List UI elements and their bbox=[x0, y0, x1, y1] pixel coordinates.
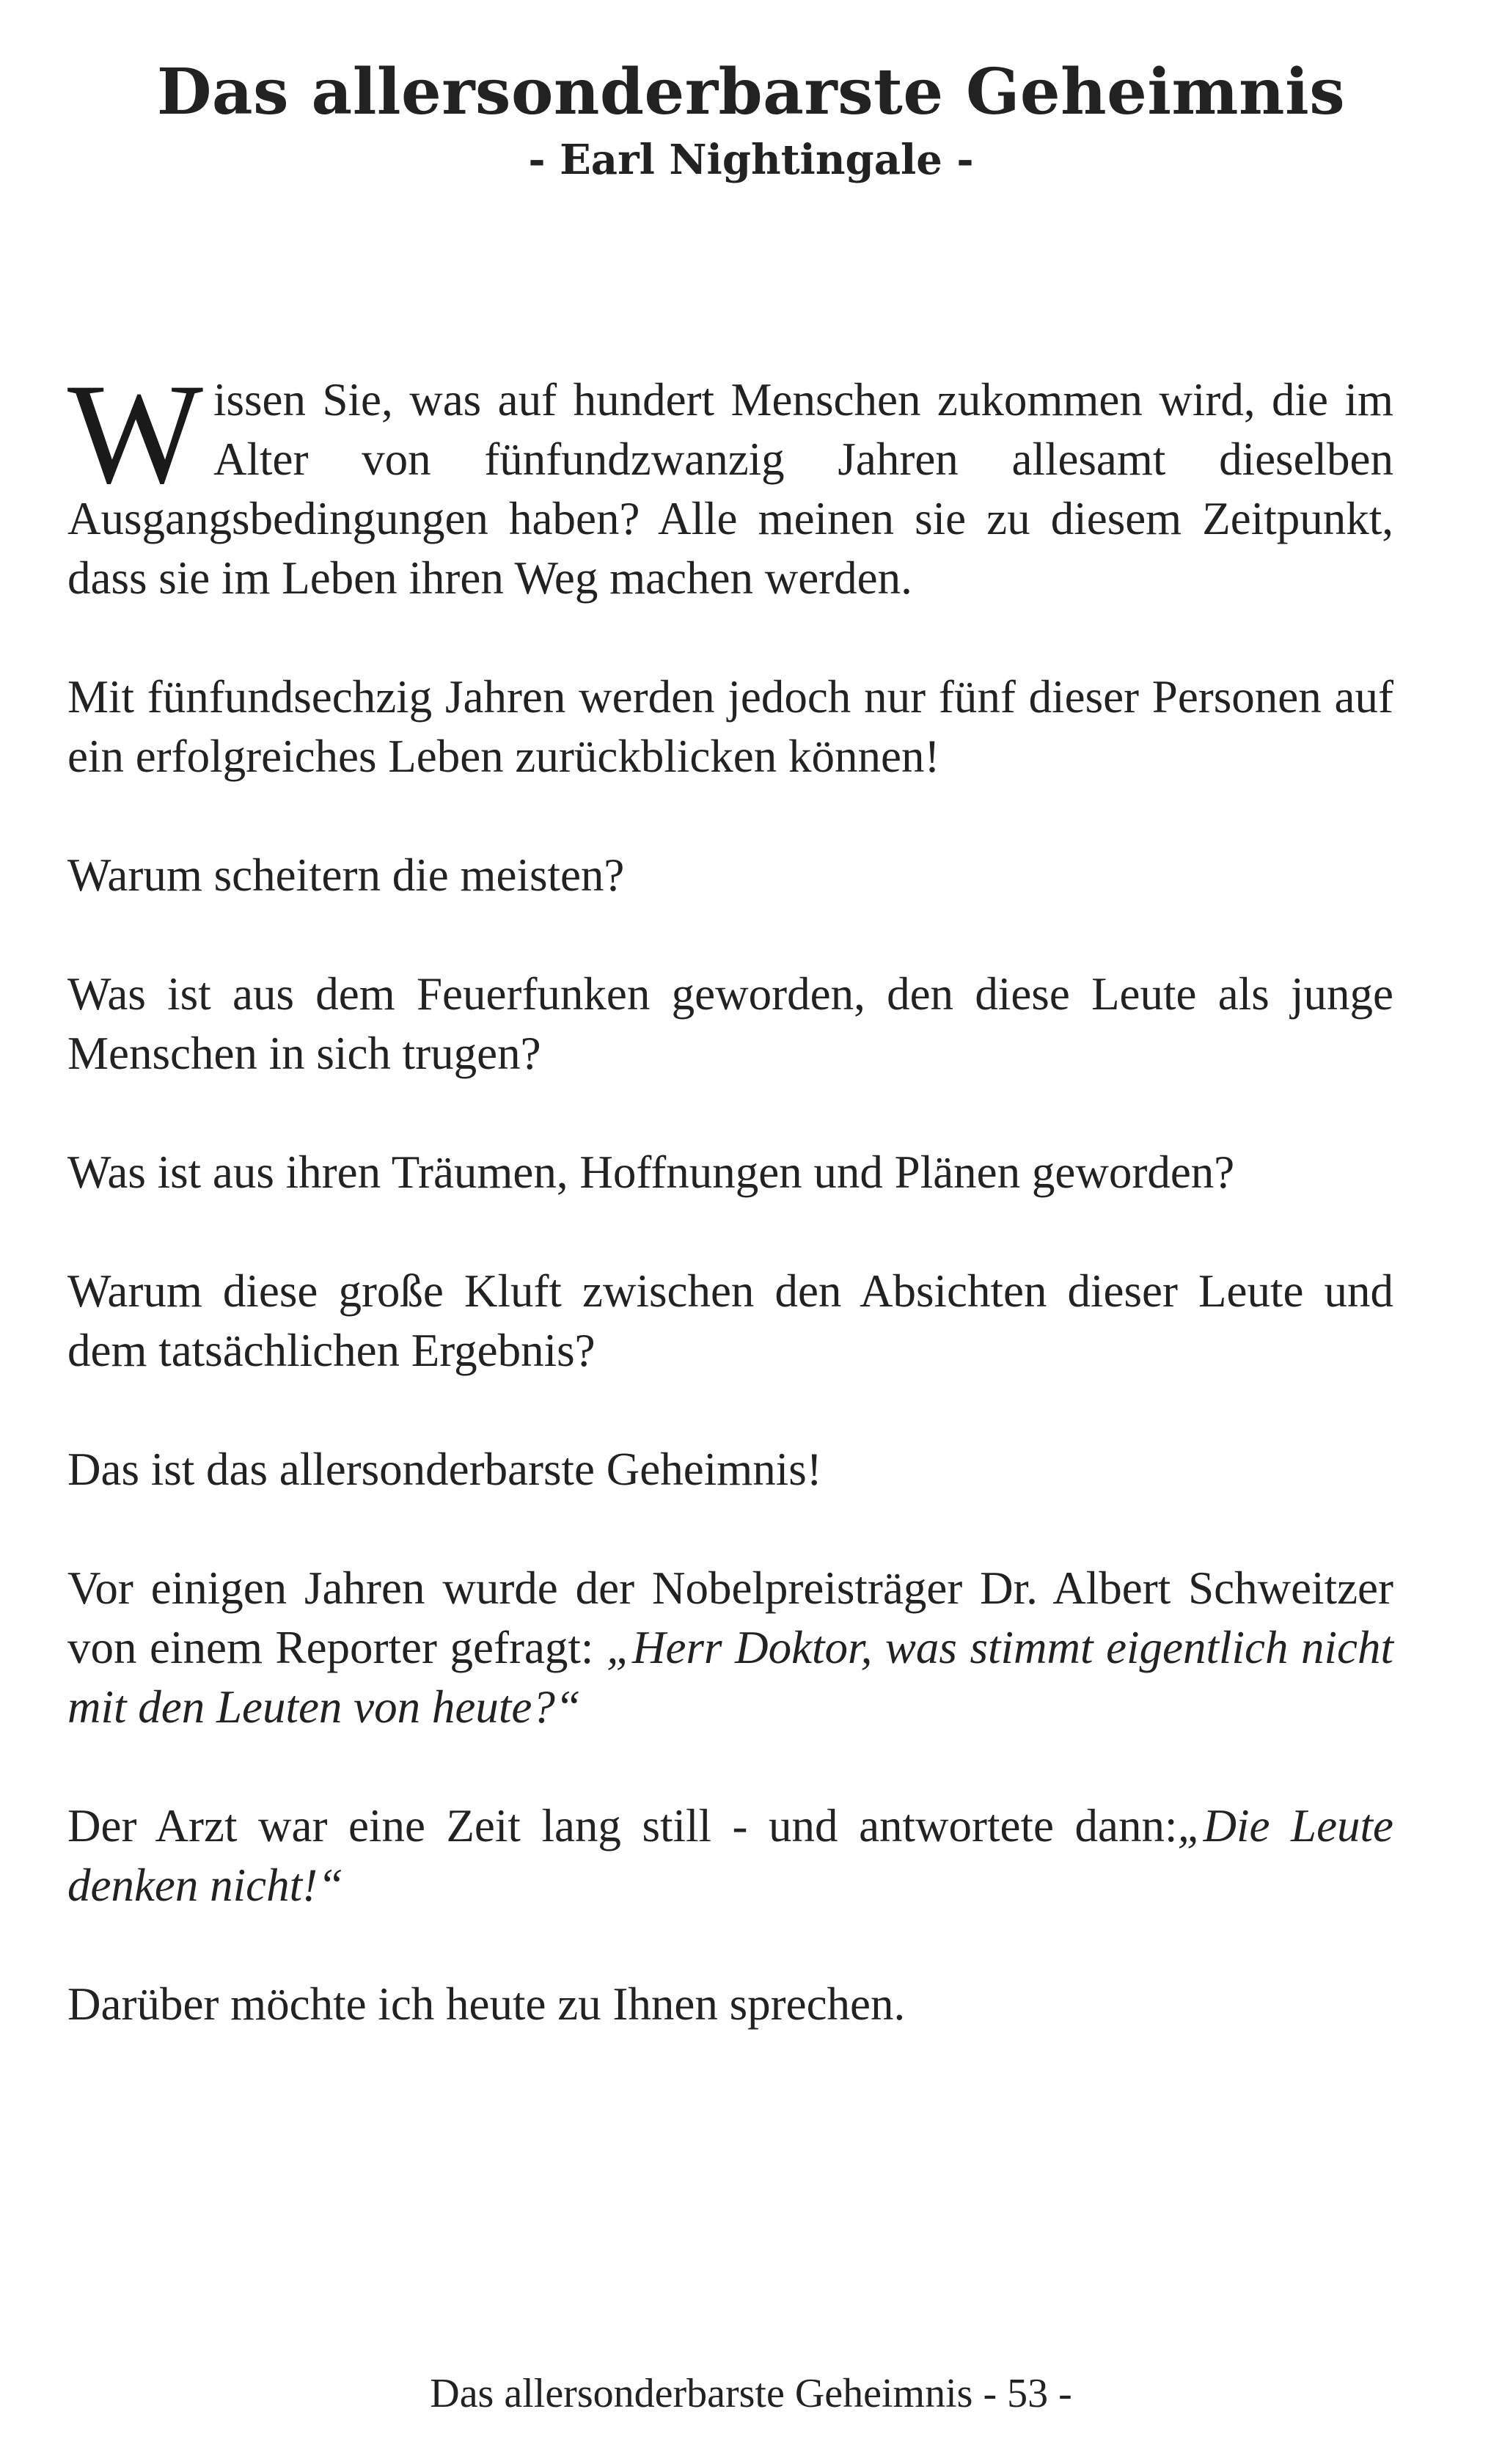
paragraph-8-text: Vor einigen Jahren wurde der Nobelpreisträger Dr. Albert Schweitzer von einem Reporter gefragt: bbox=[67, 1562, 1393, 1673]
paragraph-2: Mit fünfundsechzig Jahren werden jedoch nur fünf dieser Personen auf ein erfolgreiches Leben zurückblicken können! bbox=[67, 671, 1393, 782]
drop-cap: W bbox=[67, 354, 203, 513]
paragraph-3: Warum scheitern die meisten? bbox=[67, 849, 625, 901]
paragraph-6: Warum diese große Kluft zwischen den Absichten dieser Leute und dem tatsächlichen Ergebnis? bbox=[67, 1265, 1393, 1376]
paragraph-7: Das ist das allersonderbarste Geheimnis! bbox=[67, 1444, 822, 1495]
reporter-question-quote: „Herr Doktor, was stimmt eigentlich nicht mit den Leuten von heute?“ bbox=[67, 1622, 1393, 1733]
page-footer: Das allersonderbarste Geheimnis - 53 - bbox=[430, 2371, 1072, 2416]
paragraph-5: Was ist aus ihren Träumen, Hoffnungen und Plänen geworden? bbox=[67, 1147, 1235, 1198]
chapter-header bbox=[0, 51, 1502, 186]
paragraph-1 bbox=[67, 354, 1393, 608]
chapter-title: Das allersonderbarste Geheimnis bbox=[156, 55, 1346, 129]
chapter-author: - Earl Nightingale - bbox=[528, 136, 974, 184]
doctor-answer-quote: „Die Leute denken nicht!“ bbox=[67, 1800, 1393, 1911]
paragraph-9 bbox=[67, 1796, 1393, 1915]
paragraph-1-text: issen Sie, was auf hundert Menschen zukommen wird, die im Alter von fünfundzwanzig Jahren allesamt dieselben Ausgangsbedingungen haben? Alle meinen sie zu diesem Zeitpunkt, dass sie im Leben ihren Weg machen werden. bbox=[67, 374, 1393, 604]
paragraph-9-text: Der Arzt war eine Zeit lang still - und antwortete dann: bbox=[67, 1800, 1178, 1851]
paragraph-8 bbox=[67, 1559, 1393, 1737]
chapter-body bbox=[67, 354, 1393, 2034]
paragraph-10: Darüber möchte ich heute zu Ihnen sprechen. bbox=[67, 1978, 906, 2030]
paragraph-4: Was ist aus dem Feuerfunken geworden, den diese Leute als junge Menschen in sich trugen? bbox=[67, 968, 1393, 1079]
